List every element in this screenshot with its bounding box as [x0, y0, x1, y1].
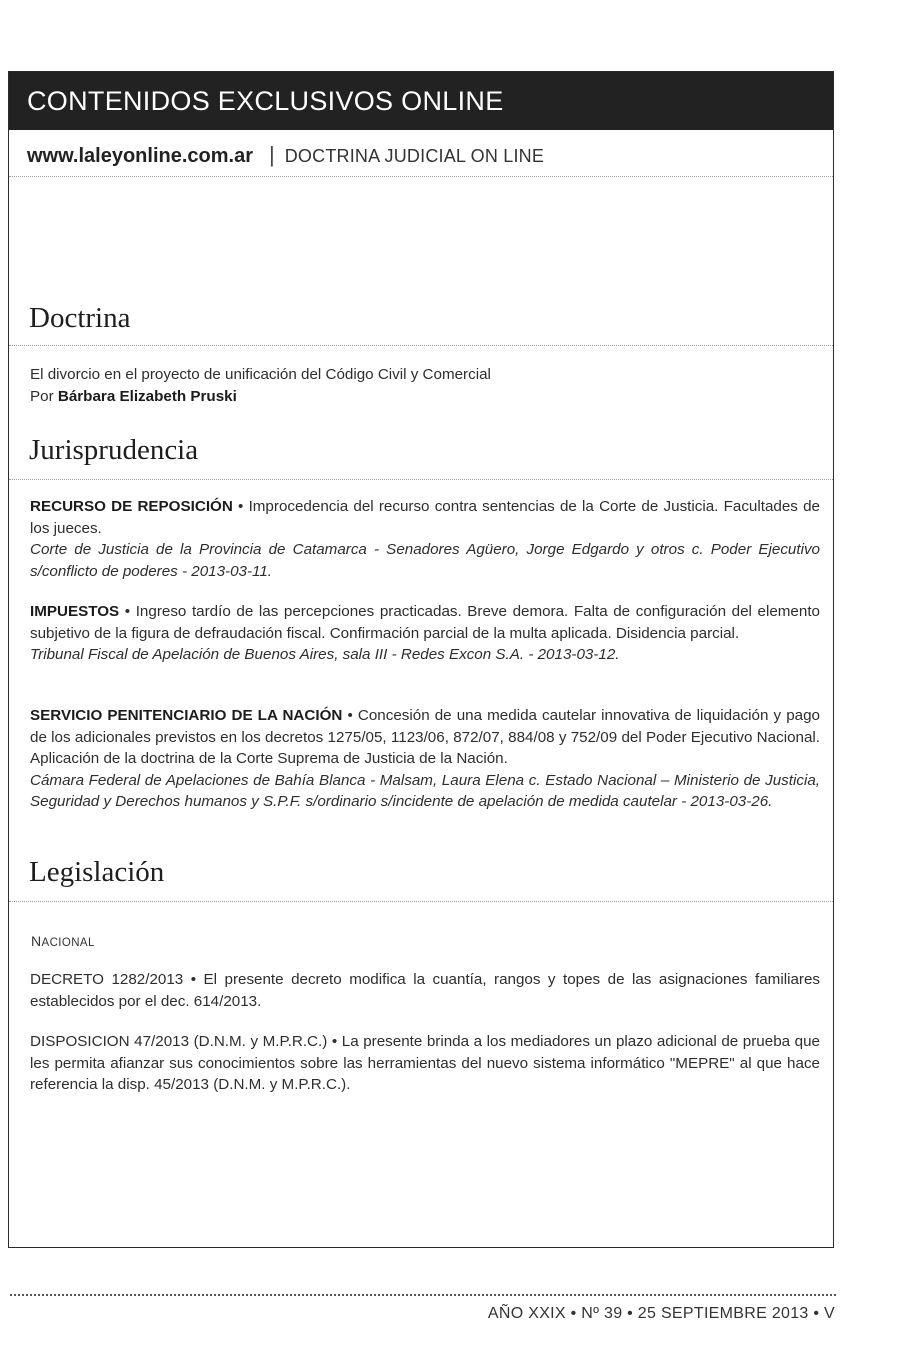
- doctrina-entry: [30, 364, 820, 407]
- entry-topic: RECURSO DE REPOSICIÓN: [30, 498, 233, 515]
- footer-divider: [10, 1294, 836, 1296]
- author-prefix: Por: [30, 387, 58, 405]
- author-name: Bárbara Elizabeth Pruski: [57, 387, 237, 405]
- issue-footer: AÑO XXIX • Nº 39 • 25 SEPTIEMBRE 2013 • V: [487, 1305, 835, 1322]
- doctrina-heading: Doctrina: [29, 302, 131, 334]
- entry-summary: Improcedencia del recurso contra sentencias de la Corte de Justicia. Facultades de los jueces.: [30, 498, 820, 537]
- bullet: •: [119, 603, 136, 620]
- entry-citation: Cámara Federal de Apelaciones de Bahía Blanca - Malsam, Laura Elena c. Estado Nacional – Ministerio de Justicia, Seguridad y Derechos humanos y S.P.F. s/ordinario s/incidente de apelación de medida cautelar - 2013-03-26.: [30, 771, 820, 810]
- entry-ref: DISPOSICION 47/2013 (D.N.M. y M.P.R.C.): [30, 1033, 328, 1050]
- entry-citation: Tribunal Fiscal de Apelación de Buenos Aires, sala III - Redes Excon S.A. - 2013-03-12.: [30, 646, 620, 663]
- legislation-entry[interactable]: [30, 969, 820, 1012]
- entry-ref: DECRETO 1282/2013: [30, 971, 184, 988]
- banner-title: CONTENIDOS EXCLUSIVOS ONLINE: [27, 86, 504, 116]
- entry-topic: SERVICIO PENITENCIARIO DE LA NACIÓN: [30, 707, 343, 724]
- entry-summary: El presente decreto modifica la cuantía, rangos y topes de las asignaciones familiares establecidos por el dec. 614/2013.: [30, 971, 820, 1010]
- section-banner: [9, 72, 833, 130]
- legislacion-heading: Legislación: [29, 856, 165, 888]
- category-rest: ACIONAL: [41, 937, 95, 949]
- legislation-entry[interactable]: [30, 1031, 820, 1096]
- entry-topic: IMPUESTOS: [30, 603, 120, 620]
- bullet: •: [183, 971, 204, 988]
- jurisprudencia-heading: Jurisprudencia: [29, 434, 199, 466]
- jurisprudence-entry[interactable]: [30, 601, 820, 666]
- doctrina-title[interactable]: El divorcio en el proyecto de unificación del Código Civil y Comercial: [30, 366, 491, 383]
- entry-summary: La presente brinda a los mediadores un plazo adicional de prueba que les permita afianzar sus conocimientos sobre las herramientas del nuevo sistema informático "MEPRE" al que hace referencia la disp. 45/2013 (D.N.M. y M.P.R.C.).: [30, 1033, 820, 1093]
- publication-subtitle: DOCTRINA JUDICIAL ON LINE: [284, 146, 545, 166]
- entry-summary: Ingreso tardío de las percepciones practicadas. Breve demora. Falta de configuración del elemento subjetivo de la figura de defraudación fiscal. Confirmación parcial de la multa aplicada. Disidencia parcial.: [30, 603, 820, 642]
- website-link[interactable]: www.laleyonline.com.ar: [27, 145, 253, 167]
- bullet: •: [342, 707, 358, 724]
- separator: |: [269, 142, 275, 167]
- divider: [9, 345, 833, 346]
- online-content-box: [8, 71, 834, 1248]
- entry-summary: Concesión de una medida cautelar innovativa de liquidación y pago de los adicionales previstos en los decretos 1275/05, 1123/06, 872/07, 884/08 y 752/09 del Poder Ejecutivo Nacional. Aplicación de la doctrina de la Corte Suprema de Justicia de la Nación.: [30, 707, 820, 767]
- jurisprudence-entry[interactable]: [30, 496, 820, 582]
- divider: [9, 176, 833, 177]
- entry-citation: Corte de Justicia de la Provincia de Catamarca - Senadores Agüero, Jorge Edgardo y otros c. Poder Ejecutivo s/conflicto de poderes - 2013-03-11.: [30, 541, 820, 580]
- bullet: •: [232, 498, 249, 515]
- divider: [9, 901, 833, 902]
- jurisprudence-entry[interactable]: [30, 705, 820, 813]
- divider: [9, 479, 833, 480]
- bullet: •: [327, 1033, 342, 1050]
- url-line: [27, 142, 544, 168]
- category-label: NACIONAL: [31, 933, 95, 949]
